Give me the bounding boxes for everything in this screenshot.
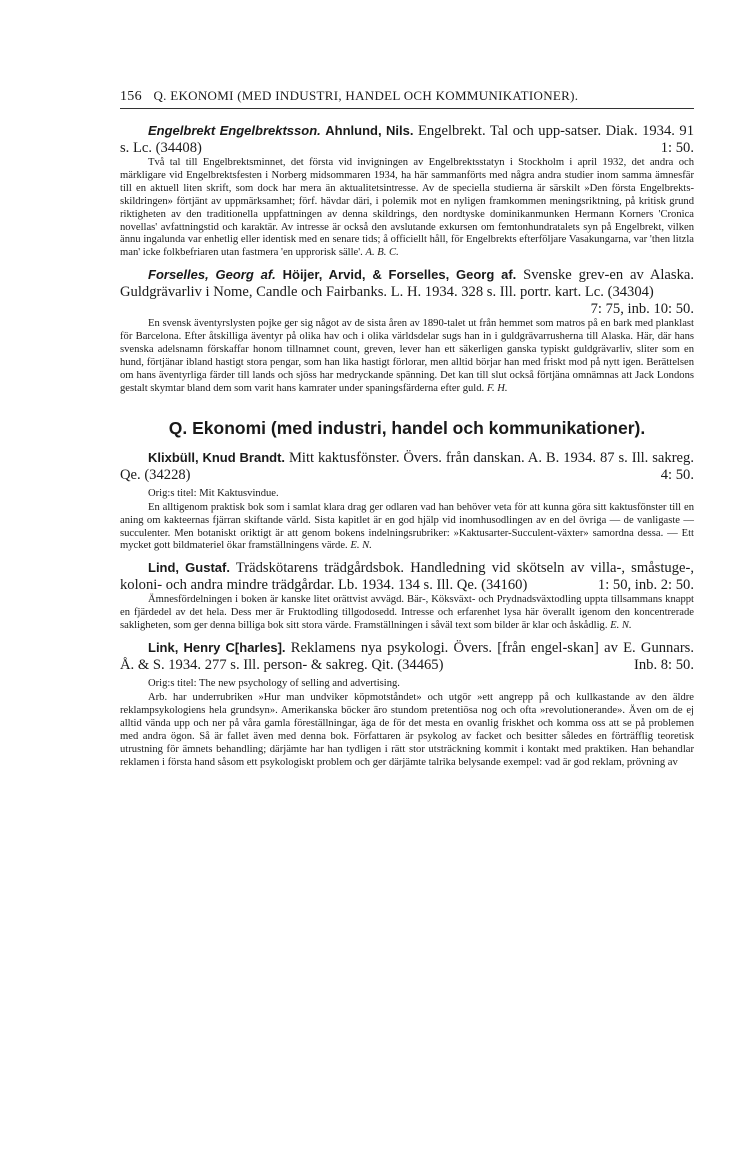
- reviewer-signature: A. B. C.: [365, 247, 399, 259]
- entry-subject: Engelbrekt Engelbrektsson.: [148, 123, 321, 138]
- entry-heading: [120, 122, 694, 157]
- entry-title: Svenske grev-en av Alaska. Guldgrävarliv i Nome, Candle och Fairbanks. L. H. 1934. 328 s. Ill. portr. kart. Lc. (34304): [120, 267, 694, 301]
- running-head-title: Q. EKONOMI (MED INDUSTRI, HANDEL OCH KOMMUNIKATIONER).: [153, 88, 579, 103]
- entry-engelbrekt: [120, 122, 694, 260]
- entry-heading: [120, 639, 694, 674]
- entry-title: Engelbrekt. Tal och upp-satser. Diak. 1934. 91 s. Lc. (34408): [120, 123, 694, 156]
- original-title: Orig:s titel: The new psychology of selling and advertising.: [148, 678, 400, 690]
- annotation-text: En alltigenom praktisk bok som i samlat klara drag ger odlaren vad han behöver veta för att kunna göra sitt kaktusfönster till en aning om kakteernas fjärran skiftande värld. Sista kapitlet är en god hjälp vid inomhusodlingen av en del övriga — de vanligaste — succulenter. Men botaniskt oriktigt är att genom bokens indelningsrubriker: »Kaktusarter-Succulent-växter» samordna dessa. — Ett mycket gott bildmateriel ökar framställningens värde.: [120, 501, 694, 552]
- entry-annotation: [120, 692, 694, 769]
- entry-heading: [120, 266, 694, 318]
- entry-annotation: [120, 318, 694, 395]
- entry-link: [120, 639, 694, 769]
- entry-price: 7: 75, inb. 10: 50.: [590, 301, 694, 318]
- reviewer-signature: E. N.: [610, 620, 632, 632]
- annotation-text: Två tal till Engelbrektsminnet, det första vid invigningen av Engelbrektsstatyn i Stockholm i april 1932, det andra och märkligare vid Engelbrektsfesten i Norberg midsommaren 1934, ha här sammanförts med några andra studier inom samma ämnesfär till en aktuell liten skrift, som dock har mera än aktualitetsintresse. Av de speciella studierna är särskilt »Den första Engelbrekts-skildringen» förtjänt av uppmärksamhet; förf. hävdar däri, i polemik mot en nyligen framkommen meningsriktning, på kritisk grund riktigheten av den traditionella uppfattningen av denna skildrings, den nordtyske dominikanmunken Hermann Korners 'Cronica novellas' avfattningstid och karaktär. Av intresse är också den avslutande exkursen om femtonhundratalets syn på Engelbrekt, vilken ännu ingalunda var enhetlig eller identisk med en senare tids; å officiellt håll, för Engelbrekts efterföljare Vasakungarna, var 'then litzla man' icke folkbefriaren utan fastmera 'en upprorisk sälle'.: [120, 157, 694, 259]
- entry-author: Ahnlund, Nils.: [325, 123, 414, 138]
- entry-price: 1: 50, inb. 2: 50.: [597, 577, 694, 594]
- entry-annotation: [120, 594, 694, 633]
- original-title: Orig:s titel: Mit Kaktusvindue.: [148, 487, 279, 499]
- entry-heading: [120, 559, 694, 594]
- running-head: [120, 88, 694, 109]
- annotation-text: Ämnesfördelningen i boken är kanske litet orättvist avvägd. Bär-, Köksväxt- och Prydnadsväxtodling uppta tillsammans knappt en fjärdedel av det hela. Dess mer är Fruktodling tillgodosedd. Intresse och erfarenhet lysa här överallt igenom den koncentrerade sakligheten, som ger denna billiga bok sitt stora värde. Framställningen i såväl text som bilder är klar och åskådlig.: [120, 594, 694, 632]
- section-heading: Q. Ekonomi (med industri, handel och kommunikationer).: [168, 417, 646, 438]
- entry-title: Mitt kaktusfönster. Övers. från danskan. A. B. 1934. 87 s. Ill. sakreg. Qe. (34228): [120, 449, 694, 483]
- reviewer-signature: E. N.: [350, 540, 372, 552]
- entry-title: Trädskötarens trädgårdsbok. Handledning vid skötseln av villa-, småstuge-, koloni- och andra mindre trädgårdar. Lb. 1934. 134 s. Ill. Qe. (34160): [120, 560, 694, 594]
- entry-title: Reklamens nya psykologi. Övers. [från engel-skan] av E. Gunnars. Å. & S. 1934. 277 s. Ill. person- & sakreg. Qit. (34465): [120, 640, 695, 674]
- entry-subject: Forselles, Georg af.: [148, 267, 276, 283]
- entry-klixbull: [120, 449, 694, 554]
- reviewer-signature: F. H.: [486, 382, 508, 394]
- entry-author: Link, Henry C[harles].: [148, 640, 286, 656]
- entry-annotation: [120, 502, 694, 554]
- entry-author: Klixbüll, Knud Brandt.: [148, 449, 286, 465]
- entry-forselles: [120, 266, 694, 395]
- annotation-text: En svensk äventyrslysten pojke ger sig något av de sista åren av 1890-talet ut från hemmet som matros på en bark med planklast för Barcelona. Efter åtskilliga äventyr på olika hav och i olika världsdelar sugs han in i guldgrävarrusherna till Alaska. Här, där hans svenska adelsnamn förskaffar honom tillnamnet count, greven, lever han ett säkerligen ganska typiskt guldgrävarliv, sliter som en hund, förtjänar ibland hastigt stora pengar, som han lika hastigt förlorar, men alltid börjar han med friskt mod på nytt igen. Berättelsen om hans äventyrliga färder till lands och sjöss har medryckande spänning. Det kan till slut också förtjäna omnämnas att Jack Londons gestalt skymtar bland dem som varit hans kamrater under spaningsfärderna efter guld.: [120, 318, 694, 394]
- entry-price: Inb. 8: 50.: [634, 657, 694, 674]
- entry-heading: [120, 449, 694, 484]
- page: [120, 88, 694, 775]
- entry-lind: [120, 559, 694, 633]
- entry-annotation: [120, 157, 694, 260]
- entry-author: Höijer, Arvid, & Forselles, Georg af.: [282, 267, 517, 283]
- annotation-text: Arb. har underrubriken »Hur man undviker köpmotståndet» och utgör »ett angrepp på och kullkastande av den äldre reklampsykologiens hela grundsyn». Amerikanska böcker äro stundom pretentiösa nog och ofta »revolutionerande». Även om de ej alltid vända upp och ner på våra gamla föreställningar, äga de för det mesta en ovanlig friskhet och komma oss att se på problemen med andra ögon. Så är fallet även med denna bok. Författaren är psykolog av facket och besitter således en förträfflig teoretisk utrustning för ämnets behandling; därjämte har han tydligen i rätt stor utsträckning kommit i kontakt med praktiken. Han behandlar reklamen i första hand såsom ett psykologiskt problem och ger därjämte talrika belysande exempel: vad är god reklam, prövning av: [120, 692, 694, 768]
- page-number: 156: [120, 89, 142, 104]
- entry-author: Lind, Gustaf.: [148, 560, 230, 576]
- entry-price: 1: 50.: [660, 140, 694, 156]
- entry-price: 4: 50.: [660, 466, 694, 483]
